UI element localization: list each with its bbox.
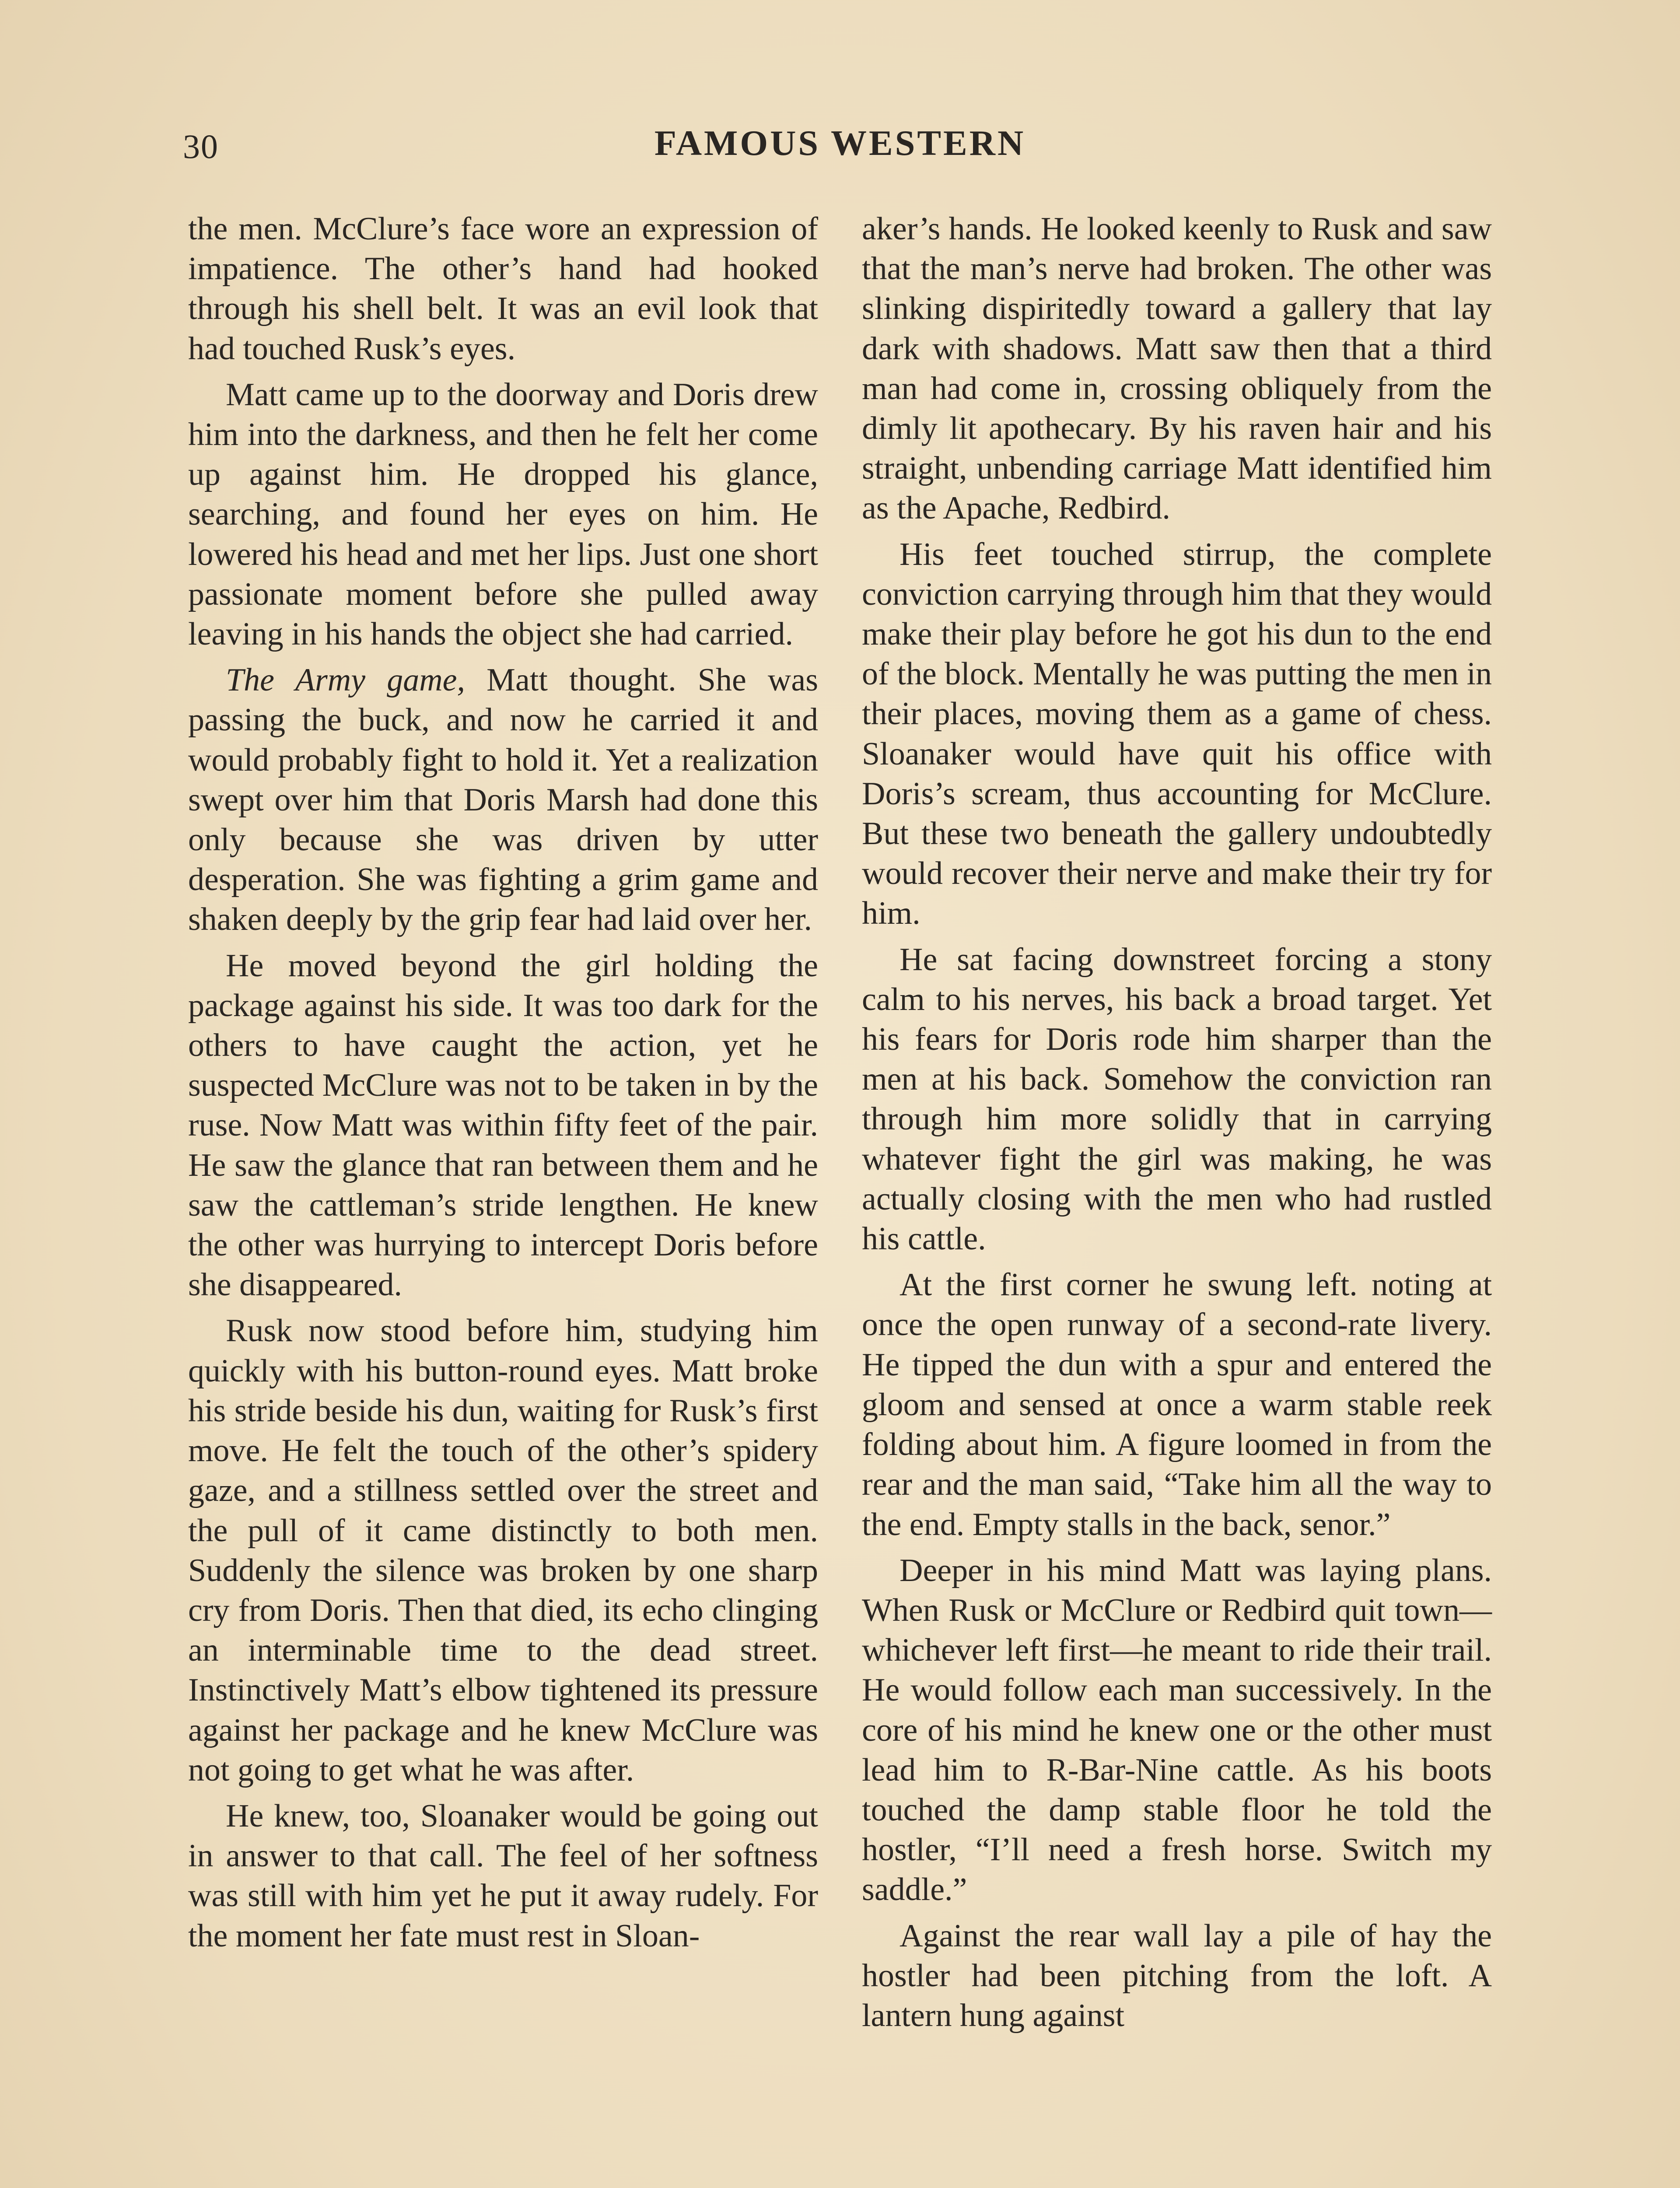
paragraph: At the first corner he swung left. noting at once the open runway of a second-rate livery. He tipped the dun with a spur and entered the gloom and sensed at once a warm stable reek folding about him. A figure loomed in from the rear and the man said, “Take him all the way to the end. Empty stalls in the back, senor.” <box>862 1267 1492 1543</box>
paragraph: Deeper in his mind Matt was laying plans. When Rusk or McClure or Redbird quit town—whichever left first—he meant to ride their trail. He would follow each man successively. In the core of his mind he knew one or the other must lead him to R-Bar-Nine cattle. As his boots touched the damp stable floor he told the hostler, “I’ll need a fresh horse. Switch my saddle.” <box>862 1552 1492 1908</box>
paragraph: Matt came up to the doorway and Doris drew him into the darkness, and then he felt her come up against him. He dropped his glance, searching, and found her eyes on him. He lowered his head and met her lips. Just one short passionate moment before she pulled away leaving in his hands the object she had carried. <box>188 376 818 652</box>
paragraph: His feet touched stirrup, the complete conviction carrying through him that they would make their play before he got his dun to the end of the block. Mentally he was putting the men in their places, moving them as a game of chess. Sloanaker would have quit his office with Doris’s scream, thus accounting for McClure. But these two beneath the gallery undoubtedly would recover their nerve and make their try for him. <box>862 536 1492 932</box>
paragraph: He sat facing downstreet forcing a stony calm to his nerves, his back a broad target. Yet his fears for Doris rode him sharper than the men at his back. Somehow the conviction ran through him more solidly that in carrying whatever fight the girl was making, he was actually closing with the men who had rustled his cattle. <box>862 941 1492 1257</box>
paragraph: He moved beyond the girl holding the package against his side. It was too dark for the others to have caught the action, yet he suspected McClure was not to be taken in by the ruse. Now Matt was within fifty feet of the pair. He saw the glance that ran between them and he saw the cattleman’s stride lengthen. He knew the other was hurrying to intercept Doris before she disappeared. <box>188 947 818 1303</box>
running-head: FAMOUS WESTERN <box>654 123 1026 163</box>
paragraph-text: Matt thought. She was passing the buck, and now he carried it and would probably fight to hold it. Yet a realization swept over him that Doris Marsh had done this only because she was driven by utter desperation. She was fighting a grim game and shaken deeply by the grip fear had laid over her. <box>188 662 819 938</box>
left-column <box>188 209 818 1962</box>
paragraph <box>188 660 818 940</box>
page-number: 30 <box>183 127 219 165</box>
paragraph: Rusk now stood before him, studying him quickly with his button-round eyes. Matt broke his stride beside his dun, waiting for Rusk’s first move. He felt the touch of the other’s spidery gaze, and a stillness settled over the street and the pull of it came distinctly to both men. Suddenly the silence was broken by one sharp cry from Doris. Then that died, its echo clinging an interminable time to the dead street. Instinctively Matt’s elbow tightened its pressure against her package and he knew McClure was not going to get what he was after. <box>188 1313 818 1788</box>
paragraph: aker’s hands. He looked keenly to Rusk and saw that the man’s nerve had broken. The other was slinking dispiritedly toward a gallery that lay dark with shadows. Matt saw then that a third man had come in, crossing obliquely from the dimly lit apothecary. By his raven hair and his straight, unbending carriage Matt identified him as the Apache, Redbird. <box>862 211 1492 526</box>
right-column <box>862 209 1492 2042</box>
paragraph: Against the rear wall lay a pile of hay the hostler had been pitching from the loft. A lantern hung against <box>862 1918 1492 2034</box>
paragraph: the men. McClure’s face wore an expression of impatience. The other’s hand had hooked through his shell belt. It was an evil look that had touched Rusk’s eyes. <box>188 211 818 367</box>
italic-phrase: The Army game, <box>226 662 465 698</box>
paragraph: He knew, too, Sloanaker would be going out in answer to that call. The feel of her softness was still with him yet he put it away rudely. For the moment her fate must rest in Sloan- <box>188 1798 818 1954</box>
